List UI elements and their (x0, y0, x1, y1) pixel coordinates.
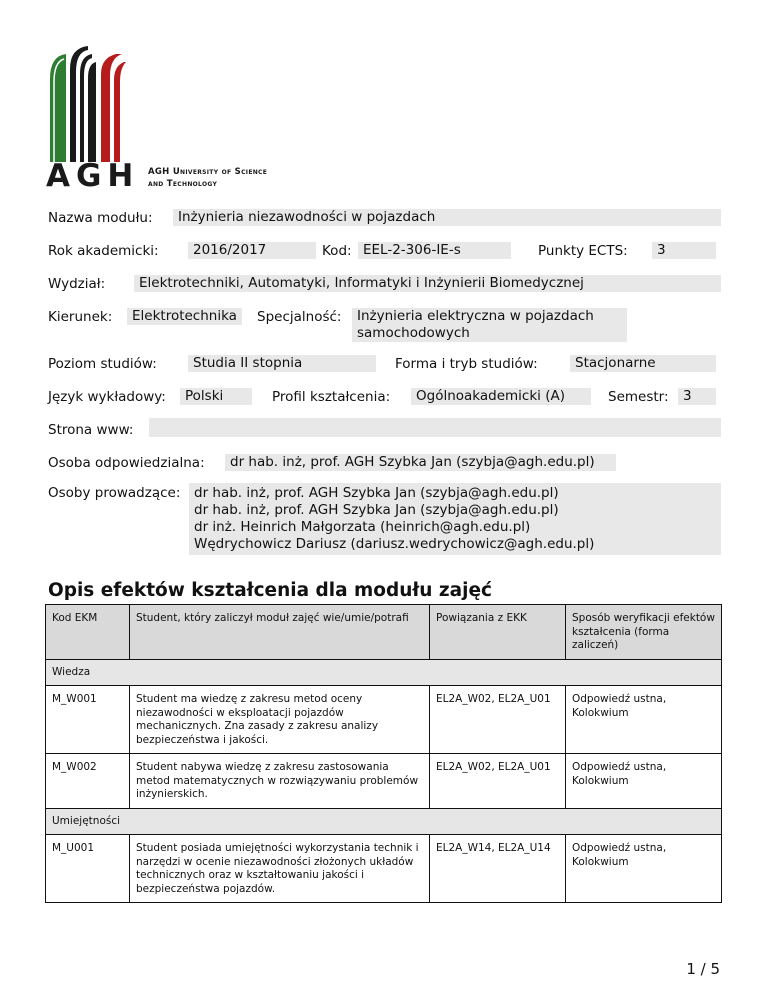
cell-weryfikacja: Odpowiedź ustna, Kolokwium (566, 835, 722, 903)
kod-value: EEL-2-306-IE-s (358, 242, 511, 259)
prowadzacy-item: Wędrychowicz Dariusz (dariusz.wedrychowicz@agh.edu.pl) (194, 536, 595, 552)
osoba-label: Osoba odpowiedzialna: (48, 455, 205, 471)
cell-ekk: EL2A_W02, EL2A_U01 (430, 754, 566, 809)
table-header-row (46, 605, 722, 660)
category-label: Umiejętności (46, 808, 722, 835)
poziom-label: Poziom studiów: (48, 356, 157, 372)
category-label: Wiedza (46, 659, 722, 686)
logo-line1: AGH University of Science (148, 167, 268, 177)
section-title: Opis efektów kształcenia dla modułu zajęć (48, 580, 493, 601)
table-row (46, 835, 722, 903)
cell-opis: Student nabywa wiedzę z zakresu zastosowania metod matematycznych w rozwiązywaniu problemów inżynierskich. (130, 754, 430, 809)
category-row-umiejetnosci (46, 808, 722, 835)
header-opis: Student, który zaliczył moduł zajęć wie/umie/potrafi (130, 605, 430, 660)
rok-value: 2016/2017 (188, 242, 316, 259)
cell-opis: Student ma wiedzę z zakresu metod oceny niezawodności w eksploatacji pojazdów mechanicznych. Zna zasady z zakresu analizy bezpieczeństwa i jakości. (130, 686, 430, 754)
kierunek-label: Kierunek: (48, 309, 113, 325)
wydzial-value: Elektrotechniki, Automatyki, Informatyki i Inżynierii Biomedycznej (134, 275, 721, 292)
kierunek-value: Elektrotechnika (127, 308, 242, 325)
cell-weryfikacja: Odpowiedź ustna, Kolokwium (566, 686, 722, 754)
cell-kod: M_W001 (46, 686, 130, 754)
rok-label: Rok akademicki: (48, 243, 159, 259)
prowadzacy-item: dr hab. inż, prof. AGH Szybka Jan (szybja@agh.edu.pl) (194, 485, 559, 501)
cell-opis: Student posiada umiejętności wykorzystania technik i narzędzi w ocenie niezawodności złożonych układów technicznych oraz w kształtowaniu jakości i bezpieczeństwa pojazdów. (130, 835, 430, 903)
nazwa-label: Nazwa modułu: (48, 210, 153, 226)
table-row (46, 686, 722, 754)
agh-logo (40, 40, 290, 195)
ects-label: Punkty ECTS: (538, 243, 628, 259)
forma-label: Forma i tryb studiów: (395, 356, 538, 372)
www-label: Strona www: (48, 422, 134, 438)
semestr-value: 3 (678, 388, 716, 405)
prowadzacy-item: dr inż. Heinrich Małgorzata (heinrich@agh.edu.pl) (194, 519, 531, 535)
prowadzace-label: Osoby prowadzące: (48, 485, 181, 501)
www-value (149, 418, 721, 437)
cell-weryfikacja: Odpowiedź ustna, Kolokwium (566, 754, 722, 809)
specjalnosc-label: Specjalność: (257, 309, 342, 325)
logo-abbr: AGH (46, 158, 140, 194)
jezyk-value: Polski (180, 388, 252, 405)
profil-label: Profil kształcenia: (272, 389, 391, 405)
osoba-value: dr hab. inż, prof. AGH Szybka Jan (szybja@agh.edu.pl) (225, 454, 616, 471)
forma-value: Stacjonarne (570, 355, 716, 372)
header-ekk: Powiązania z EKK (430, 605, 566, 660)
header-kod: Kod EKM (46, 605, 130, 660)
jezyk-label: Język wykładowy: (48, 389, 166, 405)
prowadzace-list (189, 483, 721, 555)
cell-kod: M_W002 (46, 754, 130, 809)
prowadzacy-item: dr hab. inż, prof. AGH Szybka Jan (szybja@agh.edu.pl) (194, 502, 559, 518)
kod-label: Kod: (322, 243, 352, 259)
cell-ekk: EL2A_W14, EL2A_U14 (430, 835, 566, 903)
ects-value: 3 (652, 242, 716, 259)
semestr-label: Semestr: (608, 389, 669, 405)
category-row-wiedza (46, 659, 722, 686)
wydzial-label: Wydział: (48, 276, 106, 292)
nazwa-value: Inżynieria niezawodności w pojazdach (173, 209, 721, 226)
table-row (46, 754, 722, 809)
agh-logo-emblem (44, 44, 134, 164)
header-weryfikacja: Sposób weryfikacji efektów kształcenia (forma zaliczeń) (566, 605, 722, 660)
page-number: 1 / 5 (686, 960, 720, 978)
cell-kod: M_U001 (46, 835, 130, 903)
specjalnosc-value: Inżynieria elektryczna w pojazdach samochodowych (352, 308, 627, 342)
cell-ekk: EL2A_W02, EL2A_U01 (430, 686, 566, 754)
profil-value: Ogólnoakademicki (A) (411, 388, 591, 405)
ekm-table (45, 604, 722, 903)
logo-line2: and Technology (148, 179, 218, 189)
poziom-value: Studia II stopnia (188, 355, 376, 372)
